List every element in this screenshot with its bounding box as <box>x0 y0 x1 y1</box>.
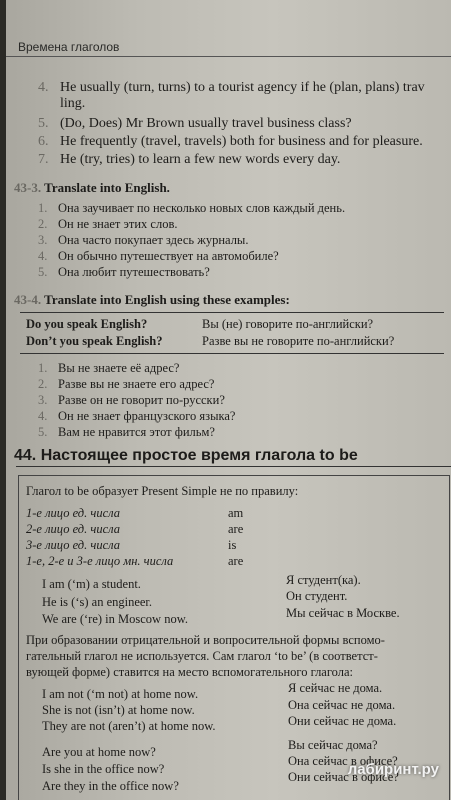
example-ru: Вы сейчас дома? <box>288 738 378 752</box>
form-value: are <box>228 554 244 568</box>
form-label: 1-е лицо ед. числа <box>26 506 120 520</box>
box-intro: Глагол to be образует Present Simple не по правилу: <box>26 484 299 498</box>
example-ru: Он студент. <box>286 589 348 603</box>
item-number: 4. <box>38 409 48 423</box>
item-number: 7. <box>38 152 49 167</box>
item-number: 3. <box>38 393 48 407</box>
section-rule <box>16 466 451 467</box>
item-text: Она заучивает по несколько новых слов каждый день. <box>58 201 346 215</box>
item-number: 1. <box>38 361 48 375</box>
item-text: Вы не знаете её адрес? <box>58 361 180 375</box>
item-text: He frequently (travel, travels) both for business and for pleasure. <box>60 134 423 149</box>
example-ru: Они сейчас в офисе? <box>288 770 399 784</box>
item-number: 1. <box>38 201 48 215</box>
form-value: am <box>228 506 244 520</box>
item-number: 4. <box>38 249 48 263</box>
item-number: 6. <box>38 134 49 149</box>
form-label: 3-е лицо ед. числа <box>26 538 120 552</box>
example-en: He is (‘s) an engineer. <box>42 595 153 609</box>
rule-text-line: вующей форме) ставится на место вспомогательного глагола: <box>26 665 354 679</box>
exercise-heading <box>14 180 170 196</box>
example-ru: Она сейчас в офисе? <box>288 754 398 768</box>
example-en: I am (‘m) a student. <box>42 577 141 591</box>
rule-text-line: При образовании отрицательной и вопросительной формы вспомо- <box>26 633 385 647</box>
item-text: (Do, Does) Mr Brown usually travel business class? <box>60 116 352 131</box>
item-text: Разве он не говорит по-русски? <box>58 393 225 407</box>
header-rule <box>6 56 451 57</box>
watermark-logo: лабиринт.ру <box>347 761 439 778</box>
table-cell-ru: Разве вы не говорите по-английски? <box>202 334 395 348</box>
item-text: Вам не нравится этот фильм? <box>58 425 215 439</box>
item-text: Она часто покупает здесь журналы. <box>58 233 249 247</box>
table-cell-ru: Вы (не) говорите по-английски? <box>202 317 374 331</box>
example-ru: Мы сейчас в Москве. <box>286 606 400 620</box>
example-en: Are they in the office now? <box>42 779 179 793</box>
form-value: is <box>228 538 237 552</box>
rule-text-line: гательный глагол не используется. Сам глагол ‘to be’ (в соответст- <box>26 649 378 663</box>
example-en: We are (‘re) in Moscow now. <box>42 612 189 626</box>
item-number: 5. <box>38 425 48 439</box>
exercise-heading <box>14 292 290 308</box>
item-text: Он не знает этих слов. <box>58 217 178 231</box>
item-text: He (try, tries) to learn a few new words every day. <box>60 152 341 167</box>
form-label: 1-е, 2-е и 3-е лицо мн. числа <box>26 554 174 568</box>
exercise-number: 43-4. <box>14 292 42 307</box>
section-title: 44. Настоящее простое время глагола to be <box>14 447 358 464</box>
example-ru: Я студент(ка). <box>286 573 361 587</box>
item-number: 4. <box>38 80 49 95</box>
example-en: Are you at home now? <box>42 745 156 759</box>
example-en: I am not (‘m not) at home now. <box>42 687 199 701</box>
example-ru: Они сейчас не дома. <box>288 714 397 728</box>
exercise-title: Translate into English. <box>44 180 170 195</box>
item-number: 3. <box>38 233 48 247</box>
example-ru: Я сейчас не дома. <box>288 681 383 695</box>
item-number: 2. <box>38 377 48 391</box>
running-head: Времена глаголов <box>18 40 120 54</box>
item-number: 5. <box>38 265 48 279</box>
exercise-number: 43-3. <box>14 180 42 195</box>
item-text: Она любит путешествовать? <box>58 265 210 279</box>
item-text: ling. <box>60 96 86 111</box>
item-text: He usually (turn, turns) to a tourist agency if he (plan, plans) trav <box>60 80 425 95</box>
item-text: Он обычно путешествует на автомобиле? <box>58 249 279 263</box>
exercise-title: Translate into English using these examples: <box>44 292 290 307</box>
example-en: Is she in the office now? <box>42 762 165 776</box>
table-cell-en: Don’t you speak English? <box>26 334 163 348</box>
example-en: They are not (aren’t) at home now. <box>42 719 216 733</box>
table-cell-en: Do you speak English? <box>26 317 148 331</box>
example-ru: Она сейчас не дома. <box>288 698 396 712</box>
item-text: Он не знает французского языка? <box>58 409 236 423</box>
form-value: are <box>228 522 244 536</box>
form-label: 2-е лицо ед. числа <box>26 522 120 536</box>
item-text: Разве вы не знаете его адрес? <box>58 377 215 391</box>
item-number: 5. <box>38 116 49 131</box>
book-page <box>6 0 451 800</box>
item-number: 2. <box>38 217 48 231</box>
example-en: She is not (isn’t) at home now. <box>42 703 195 717</box>
